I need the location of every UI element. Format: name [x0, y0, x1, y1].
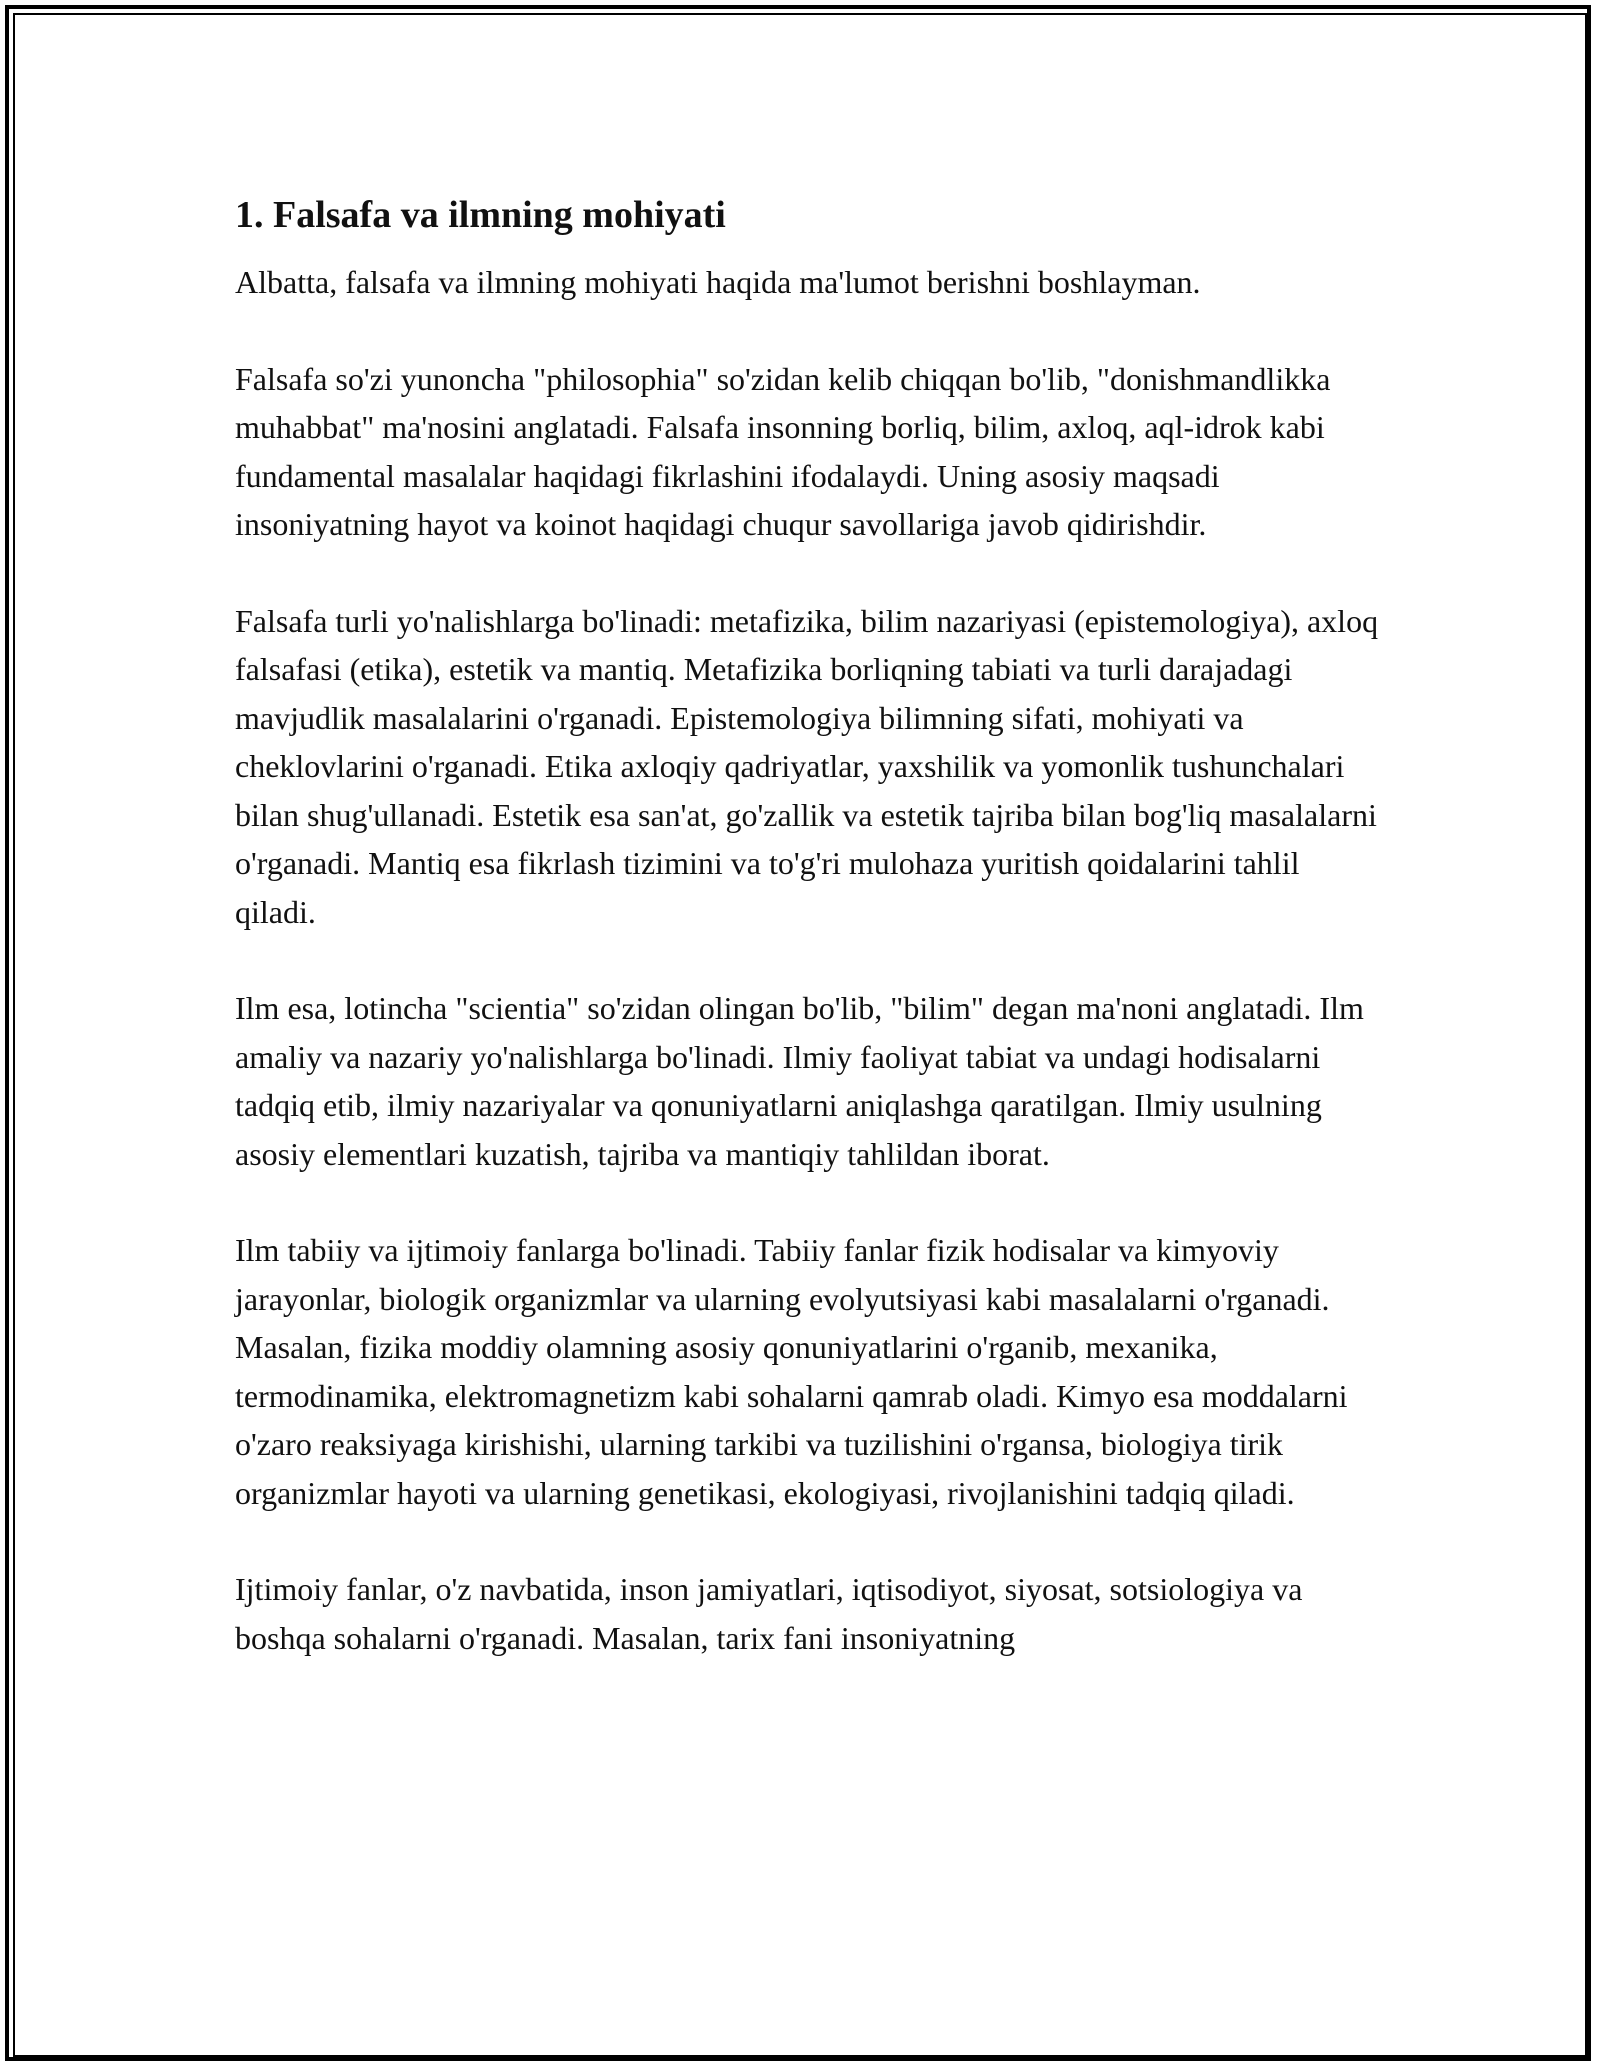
paragraph-intro: Albatta, falsafa va ilmning mohiyati haqida ma'lumot berishni boshlayman. — [235, 264, 1201, 300]
paragraph-social-sciences: Ijtimoiy fanlar, o'z navbatida, inson jamiyatlari, iqtisodiyot, siyosat, sotsiologiya va boshqa sohalarni o'rganadi. Masalan, tarix fani insoniyatning — [235, 1571, 1303, 1656]
document-body — [235, 188, 1385, 1710]
paragraph-ilm-definition: Ilm esa, lotincha "scientia" so'zidan olingan bo'lib, "bilim" degan ma'noni anglatadi. Ilm amaliy va nazariy yo'nalishlarga bo'linadi. Ilmiy faoliyat tabiat va undagi hodisalarni tadqiq etib, ilmiy nazariyalar va qonuniyatlarni aniqlashga qaratilgan. Ilmiy usulning asosiy elementlari kuzatish, tajriba va mantiqiy tahlildan iborat. — [235, 990, 1364, 1172]
paragraph-ilm-sciences: Ilm tabiiy va ijtimoiy fanlarga bo'linadi. Tabiiy fanlar fizik hodisalar va kimyoviy jarayonlar, biologik organizmlar va ularning evolyutsiyasi kabi masalalarni o'rganadi. Masalan, fizika moddiy olamning asosiy qonuniyatlarini o'rganib, mexanika, termodinamika, elektromagnetizm kabi sohalarni qamrab oladi. Kimyo esa moddalarni o'zaro reaksiyaga kirishishi, ularning tarkibi va tuzilishini o'rgansa, biologiya tirik organizmlar hayoti va ularning genetikasi, ekologiyasi, rivojlanishini tadqiq qiladi. — [235, 1232, 1348, 1511]
section-heading: 1. Falsafa va ilmning mohiyati — [235, 194, 726, 236]
paragraph-falsafa-definition: Falsafa so'zi yunoncha "philosophia" so'zidan kelib chiqqan bo'lib, "donishmandlikka muhabbat" ma'nosini anglatadi. Falsafa insonning borliq, bilim, axloq, aql-idrok kabi fundamental masalalar haqidagi fikrlashini ifodalaydi. Uning asosiy maqsadi insoniyatning hayot va koinot haqidagi chuqur savollariga javob qidirishdir. — [235, 360, 1331, 542]
paragraph-falsafa-branches: Falsafa turli yo'nalishlarga bo'linadi: metafizika, bilim nazariyasi (epistemologiya), axloq falsafasi (etika), estetik va mantiq. Metafizika borliqning tabiati va turli darajadagi mavjudlik masalalarini o'rganadi. Epistemologiya bilimning sifati, mohiyati va cheklovlarini o'rganadi. Etika axloqiy qadriyatlar, yaxshilik va yomonlik tushunchalari bilan shug'ullanadi. Estetik esa san'at, go'zallik va estetik tajriba bilan bog'liq masalalarni o'rganadi. Mantiq esa fikrlash tizimini va to'g'ri mulohaza yuritish qoidalarini tahlil qiladi. — [235, 602, 1379, 930]
